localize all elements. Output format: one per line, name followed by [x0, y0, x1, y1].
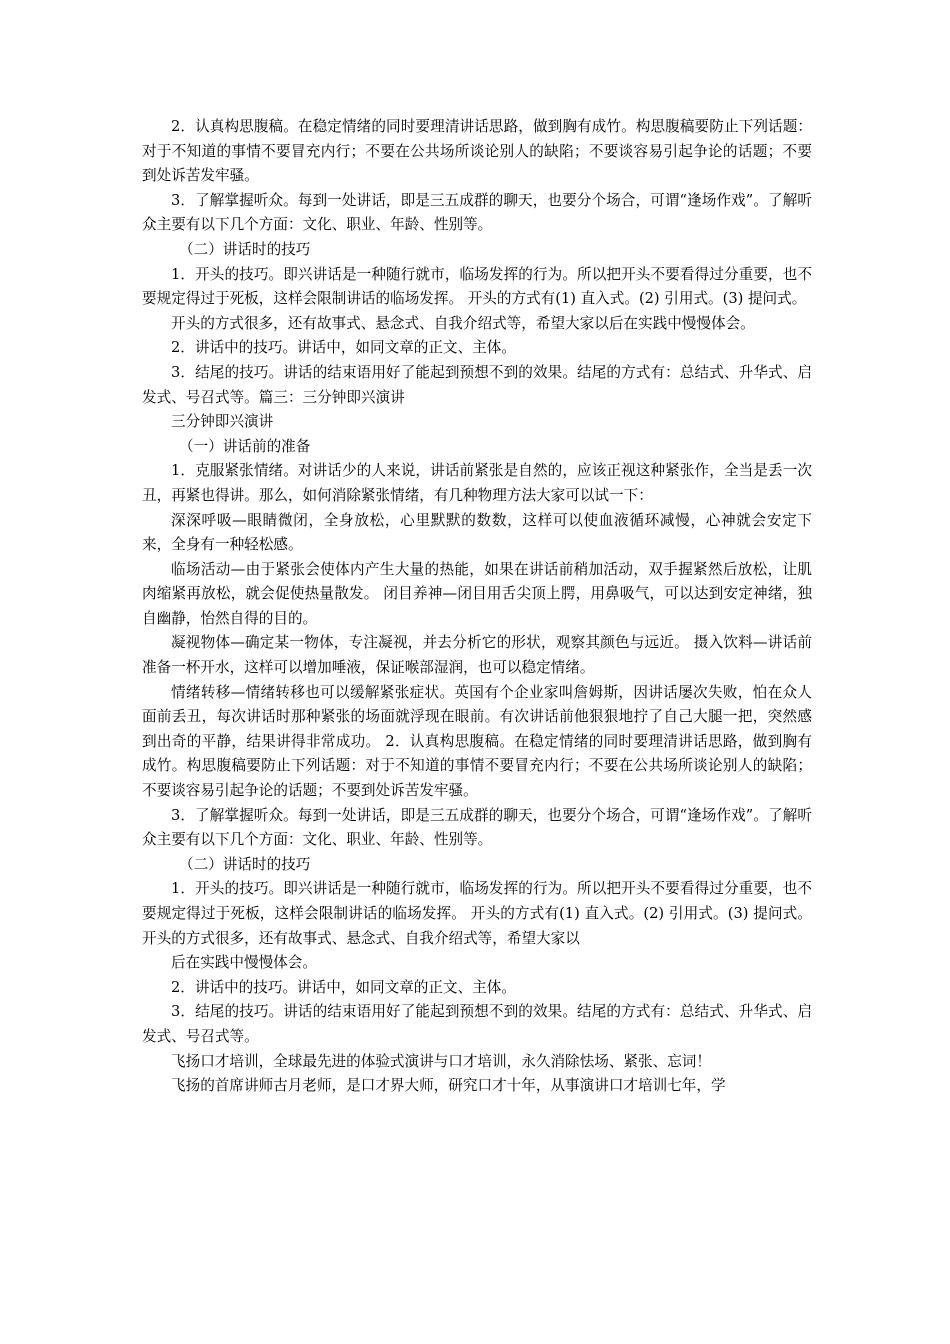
- paragraph: 1．克服紧张情绪。对讲话少的人来说，讲话前紧张是自然的，应该正视这种紧张作，全当是丢一次丑，再紧也得讲。那么，如何消除紧张情绪，有几种物理方法大家可以试一下：: [142, 462, 812, 504]
- paragraph: 开头的方式很多，还有故事式、悬念式、自我介绍式等，希望大家以后在实践中慢慢体会。: [171, 314, 755, 332]
- section-heading: （二）讲话时的技巧: [179, 855, 311, 873]
- paragraph: 飞扬的首席讲师古月老师，是口才界大师，研究口才十年，从事演讲口才培训七年，学: [171, 1077, 726, 1095]
- paragraph: 2．讲话中的技巧。讲话中，如同文章的正文、主体。: [171, 978, 516, 996]
- paragraph: 2．讲话中的技巧。讲话中，如同文章的正文、主体。: [171, 339, 516, 357]
- paragraph: 深深呼吸—眼睛微闭，全身放松，心里默默的数数，这样可以使血液循环减慢，心神就会安定下来，全身有一种轻松感。: [142, 511, 812, 554]
- section-heading: （一）讲话前的准备: [179, 437, 311, 455]
- section-heading: （二）讲话时的技巧: [179, 240, 311, 258]
- paragraph: 3．了解掌握听众。每到一处讲话，即是三五成群的聊天，也要分个场合，可谓“逢场作戏”。了解听众主要有以下几个方面：文化、职业、年龄、性别等。: [142, 806, 812, 849]
- paragraph: 1．开头的技巧。即兴讲话是一种随行就市，临场发挥的行为。所以把开头不要看得过分重要，也不要规定得过于死板，这样会限制讲话的临场发挥。 开头的方式有(1) 直入式。(2) 引用式。(3) 提问式。 开头的方式很多，还有故事式、悬念式、自我介绍式等，希望大家以: [142, 880, 812, 947]
- paragraph: 飞扬口才培训，全球最先进的体验式演讲与口才培训，永久消除怯场、紧张、忘词！: [171, 1052, 711, 1070]
- paragraph: 凝视物体—确定某一物体，专注凝视，并去分析它的形状，观察其颜色与远近。 摄入饮料—讲话前准备一杯开水，这样可以增加唾液，保证喉部湿润，也可以稳定情绪。: [142, 634, 812, 677]
- paragraph: 3．结尾的技巧。讲话的结束语用好了能起到预想不到的效果。结尾的方式有：总结式、升华式、启发式、号召式等。: [142, 1003, 812, 1045]
- paragraph: 3．结尾的技巧。讲话的结束语用好了能起到预想不到的效果。结尾的方式有：总结式、升华式、启发式、号召式等。篇三：三分钟即兴演讲: [142, 363, 812, 406]
- paragraph: 后在实践中慢慢体会。: [171, 954, 317, 972]
- paragraph: 临场活动—由于紧张会使体内产生大量的热能，如果在讲话前稍加活动，双手握紧然后放松，让肌肉缩紧再放松，就会促使热量散发。 闭目养神—闭目用舌尖顶上腭，用鼻吸气，可以达到安定神绪，独自幽静，怡然自得的目的。: [142, 560, 812, 627]
- paragraph: 1．开头的技巧。即兴讲话是一种随行就市，临场发挥的行为。所以把开头不要看得过分重要，也不要规定得过于死板，这样会限制讲话的临场发挥。 开头的方式有(1) 直入式。(2) 引用式。(3) 提问式。: [142, 265, 812, 308]
- paragraph: 情绪转移—情绪转移也可以缓解紧张症状。英国有个企业家叫詹姆斯，因讲话屡次失败，怕在众人面前丢丑，每次讲话时那种紧张的场面就浮现在眼前。有次讲话前他狠狠地拧了自己大腿一把，突然感到出奇的平静，结果讲得非常成功。 2．认真构思腹稿。在稳定情绪的同时要理清讲话思路，做到胸有成竹。构思腹稿要防止下列话题：对于不知道的事情不要冒充内行；不要在公共场所谈论别人的缺陷；不要谈容易引起争论的话题；不要到处诉苦发牢骚。: [142, 683, 812, 800]
- document-page: [142, 115, 812, 1099]
- paragraph: 3．了解掌握听众。每到一处讲话，即是三五成群的聊天，也要分个场合，可谓“逢场作戏”。了解听众主要有以下几个方面：文化、职业、年龄、性别等。: [142, 191, 812, 234]
- paragraph: 三分钟即兴演讲: [171, 413, 274, 431]
- paragraph: 2．认真构思腹稿。在稳定情绪的同时要理清讲话思路，做到胸有成竹。构思腹稿要防止下列话题：对于不知道的事情不要冒充内行；不要在公共场所谈论别人的缺陷；不要谈容易引起争论的话题；不要到处诉苦发牢骚。: [142, 118, 812, 185]
